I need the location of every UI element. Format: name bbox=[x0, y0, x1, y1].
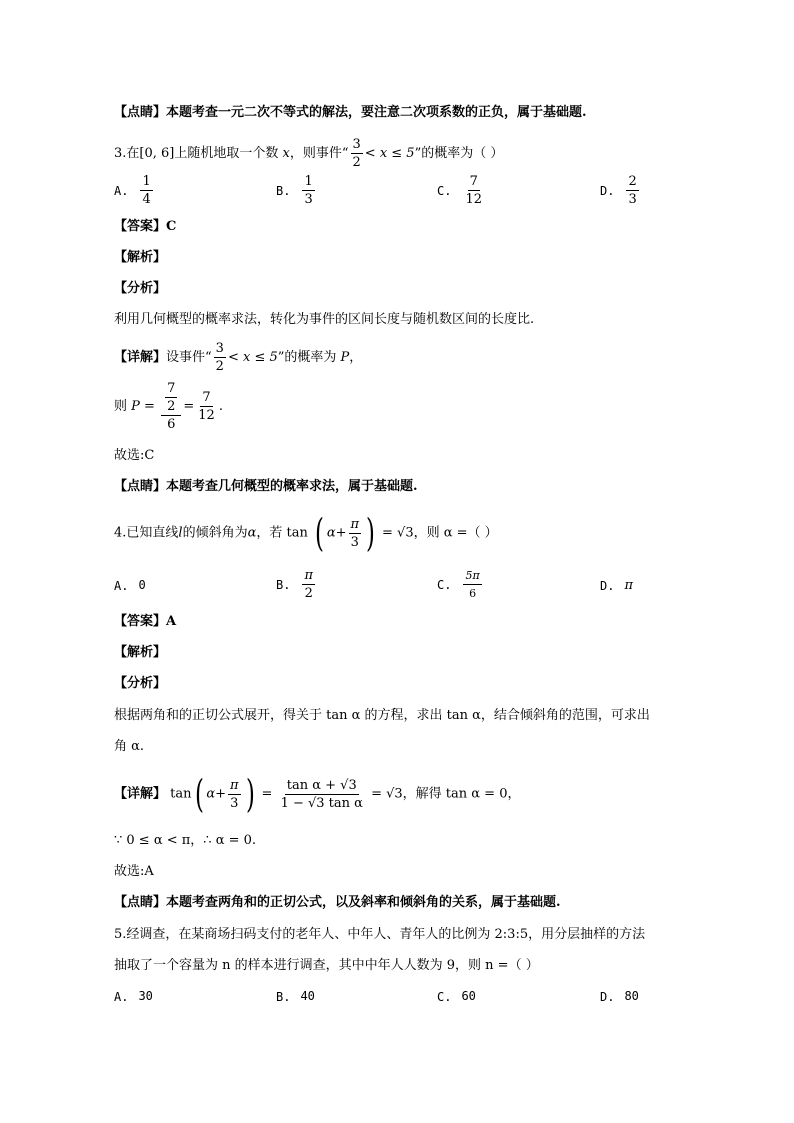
q3-stem-mid: 上随机地取一个数 bbox=[174, 146, 279, 161]
option-den: 3 bbox=[628, 192, 637, 207]
q3-xiangjie-P: P bbox=[340, 350, 350, 365]
q4-xj-den: 1 − √3 tan α bbox=[280, 795, 363, 811]
q3-stem-suffix: ”的概率为（ ） bbox=[414, 146, 504, 161]
q5-stem-line2: 抽取了一个容量为 n 的样本进行调查，其中中年人人数为 9，则 n =（ ） bbox=[114, 958, 539, 973]
q3-jiexi: 【解析】 bbox=[114, 250, 167, 265]
q3-big-num-num: 7 bbox=[167, 381, 176, 396]
option-text: 30 bbox=[138, 989, 153, 1003]
option-num: 1 bbox=[142, 174, 151, 189]
option-label: A. bbox=[114, 183, 129, 198]
option-den: 4 bbox=[142, 192, 151, 207]
q4-option-d bbox=[600, 578, 633, 593]
option-label: D. bbox=[600, 183, 615, 198]
q3-stem bbox=[114, 136, 503, 171]
q3-ineq: < x ≤ 5 bbox=[364, 146, 415, 161]
q3-xj-den: 2 bbox=[215, 359, 224, 374]
q3-xj-num: 3 bbox=[215, 341, 224, 356]
q3-dot: . bbox=[218, 399, 223, 414]
option-label: C. bbox=[437, 989, 452, 1004]
q4-three: 3 bbox=[350, 534, 359, 550]
q5-option-c bbox=[437, 989, 476, 1004]
q4-option-a bbox=[114, 578, 146, 593]
q3-P-eq: P = bbox=[131, 399, 155, 414]
q2-dianjing: 【点睛】本题考查一元二次不等式的解法，要注意二次项系数的正负，属于基础题. bbox=[114, 105, 587, 120]
q5-option-b bbox=[276, 989, 315, 1004]
q3-big-frac bbox=[161, 380, 181, 433]
q3-frac-den: 2 bbox=[352, 155, 361, 170]
option-text: π bbox=[624, 578, 633, 593]
q3-interval: [0, 6] bbox=[139, 146, 175, 161]
q4-fenxi-line2: 角 α. bbox=[114, 739, 145, 754]
q5-option-a bbox=[114, 989, 153, 1004]
q3-big-num-den: 2 bbox=[167, 399, 176, 414]
q4-fenxi-title: 【分析】 bbox=[114, 676, 167, 691]
q3-dianjing: 【点睛】本题考查几何概型的概率求法，属于基础题. bbox=[114, 479, 418, 494]
left-paren: ( bbox=[314, 511, 324, 555]
q3-big-den: 6 bbox=[167, 417, 176, 432]
q4-fenxi-line1: 根据两角和的正切公式展开，得关于 tan α 的方程，求出 tan α，结合倾斜角的范围，可求出 bbox=[114, 708, 650, 723]
right-paren: ) bbox=[366, 511, 375, 555]
option-label: C. bbox=[437, 183, 452, 198]
option-num: π bbox=[304, 568, 313, 583]
q4-jiexi: 【解析】 bbox=[114, 645, 167, 660]
q4-stem bbox=[114, 511, 498, 555]
q4-because: ∵ 0 ≤ α < π，∴ α = 0. bbox=[114, 833, 257, 848]
q4-stem-mid: 的倾斜角为 bbox=[182, 525, 248, 541]
q3-fenxi: 利用几何概型的概率求法，转化为事件的区间长度与随机数区间的长度比. bbox=[114, 312, 535, 327]
option-label: A. bbox=[114, 578, 129, 593]
q3-stem-prefix: 3.在 bbox=[114, 146, 140, 161]
q3-var: x bbox=[282, 146, 290, 161]
q3-xiangjie-text2: ”的概率为 bbox=[277, 350, 337, 365]
q3-res-num: 7 bbox=[202, 390, 211, 405]
option-label: B. bbox=[276, 989, 291, 1004]
q3-xiangjie bbox=[114, 340, 362, 375]
left-paren: ( bbox=[194, 772, 204, 816]
q3-xiangjie-label: 【详解】 bbox=[114, 350, 167, 365]
q3-stem-mid2: ，则事件“ bbox=[289, 146, 349, 161]
q3-res-den: 12 bbox=[198, 408, 215, 423]
q4-l: l bbox=[178, 525, 183, 541]
q4-option-c bbox=[437, 567, 484, 602]
option-text: 60 bbox=[461, 989, 476, 1003]
option-text: 0 bbox=[138, 578, 146, 592]
option-label: C. bbox=[437, 577, 452, 592]
q4-alpha: α bbox=[247, 525, 257, 541]
q5-stem-line1: 5.经调查，在某商场扫码支付的老年人、中年人、青年人的比例为 2:3:5，用分层抽样的方法 bbox=[114, 927, 646, 942]
option-den: 2 bbox=[304, 586, 313, 601]
q4-option-b bbox=[276, 567, 317, 602]
option-label: D. bbox=[600, 989, 615, 1004]
q4-xiangjie-label: 【详解】 bbox=[114, 786, 167, 802]
q3-eq: = bbox=[183, 399, 195, 414]
q4-xj-rest: = √3，解得 tan α = 0， bbox=[371, 786, 521, 802]
q4-pi: π bbox=[350, 516, 360, 532]
q3-option-d bbox=[600, 173, 641, 208]
q4-answer: 【答案】A bbox=[114, 614, 177, 629]
q3-option-c bbox=[437, 173, 486, 208]
q3-frac bbox=[351, 136, 363, 171]
q4-stem-mid2: ，若 tan bbox=[256, 525, 308, 541]
q3-xiangjie-text1: 设事件“ bbox=[166, 350, 212, 365]
q3-xj-ineq: < x ≤ 5 bbox=[227, 350, 278, 365]
q3-guxuan: 故选:C bbox=[114, 448, 155, 463]
q3-fenxi-title: 【分析】 bbox=[114, 281, 167, 296]
q3-ze: 则 bbox=[114, 399, 128, 414]
q4-inside: α+ bbox=[326, 525, 347, 541]
option-den: 6 bbox=[469, 587, 477, 600]
q3-calc bbox=[114, 380, 223, 433]
option-den: 3 bbox=[304, 192, 313, 207]
option-text: 40 bbox=[300, 989, 315, 1003]
q4-xiangjie: 【详解】 tan( α+ $\frac{\pi}{3}$ ) = $\frac{\text{tan α + √3}}{\text{1 − √3 tan α}}$ = √3，解得 tan α = 0， bbox=[114, 772, 521, 816]
option-num: 5π bbox=[463, 567, 481, 585]
option-num: 7 bbox=[469, 174, 478, 189]
q4-xj-three: 3 bbox=[230, 795, 239, 811]
option-den: 12 bbox=[465, 192, 482, 207]
q4-guxuan: 故选:A bbox=[114, 864, 154, 879]
q4-eq-sqrt: = √3 bbox=[382, 525, 414, 541]
q4-xj-inside: α+ bbox=[206, 786, 227, 802]
q3-xiangjie-comma: ， bbox=[349, 350, 363, 365]
q4-dianjing: 【点睛】本题考查两角和的正切公式，以及斜率和倾斜角的关系，属于基础题. bbox=[114, 895, 561, 910]
right-paren: ) bbox=[245, 772, 255, 816]
q5-option-d bbox=[600, 989, 639, 1004]
option-label: B. bbox=[276, 183, 291, 198]
option-num: 1 bbox=[304, 174, 313, 189]
option-label: B. bbox=[276, 577, 291, 592]
option-text: 80 bbox=[624, 989, 639, 1003]
q4-stem-suffix: ，则 α =（ ） bbox=[413, 525, 498, 541]
q3-option-a bbox=[114, 173, 155, 208]
q4-xj-num: tan α + √3 bbox=[286, 777, 357, 793]
q4-xj-pi: π bbox=[230, 777, 239, 793]
q3-option-b bbox=[276, 173, 317, 208]
option-num: 2 bbox=[628, 174, 637, 189]
q4-xj-tan: tan bbox=[170, 786, 192, 802]
option-label: A. bbox=[114, 989, 129, 1004]
q3-frac-num: 3 bbox=[352, 137, 361, 152]
q3-answer: 【答案】C bbox=[114, 219, 177, 234]
option-label: D. bbox=[600, 578, 615, 593]
q4-stem-prefix: 4.已知直线 bbox=[114, 525, 179, 541]
